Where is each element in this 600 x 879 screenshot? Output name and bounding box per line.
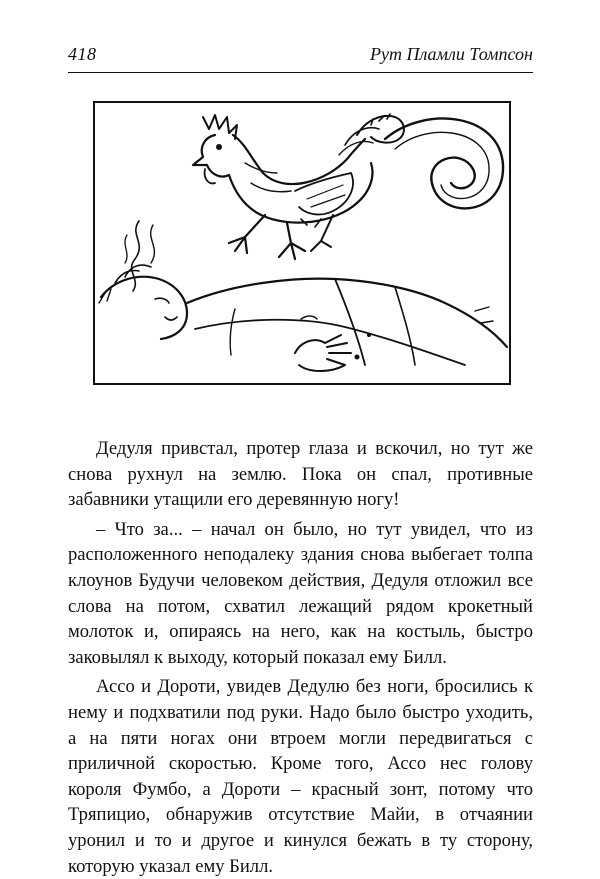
body-text [68,436,533,879]
running-header [68,44,533,68]
paragraph-3: Ассо и Дороти, увидев Дедулю без ноги, бросились к нему и подхватили под руки. Надо было быстро уходить, а на пяти ногах они втроем могли передвигаться с приличной скоростью. Кроме того, Ассо нес голову короля Фумбо, а Дороти – красный зонт, потому что Тряпицио, обнаружив отсутствие Майи, в отчаянии уронил и то и другое и кинулся бежать в ту сторону, которую указал ему Билл. [68,676,533,877]
page-number: 418 [68,44,97,64]
paragraph-1: Дедуля привстал, протер глаза и вскочил, но тут же снова рухнул на землю. Пока он спал, противные забавники утащили его деревянную ногу! [68,438,533,511]
running-title: Рут Пламли Томпсон [369,44,533,64]
rooster-illustration [93,101,511,385]
paragraph-2: – Что за... – начал он было, но тут увидел, что из расположенного неподалеку здания снова выбегает толпа клоунов Будучи человеком действия, Дедуля отложил все слова на потом, схватил лежащий рядом крокетный молоток и, опираясь на него, как на костыль, быстро заковылял к выходу, который показал ему Билл. [68,518,533,668]
rooster-drawing [95,103,509,383]
header-rule [68,72,533,73]
